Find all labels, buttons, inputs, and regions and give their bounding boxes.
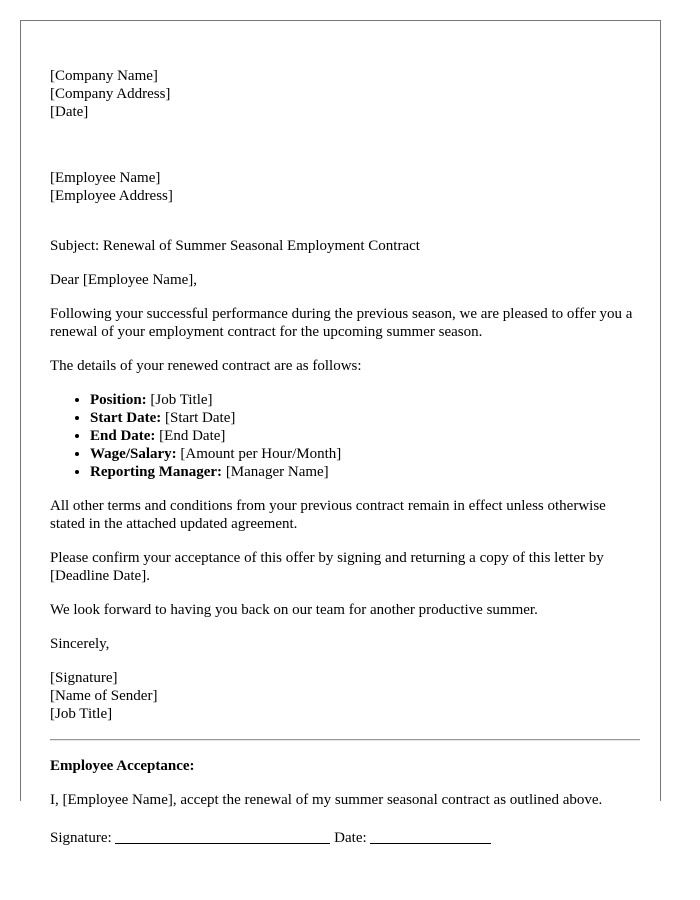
greeting: Dear [Employee Name], [50, 272, 198, 288]
details-intro: The details of your renewed contract are as follows: [50, 358, 362, 374]
letter-page [20, 20, 661, 846]
employee-address: [Employee Address] [50, 188, 173, 204]
detail-label: Wage/Salary: [90, 446, 177, 462]
subject-line: Subject: Renewal of Summer Seasonal Employment Contract [50, 238, 420, 254]
list-item [90, 409, 640, 427]
section-divider [50, 739, 640, 741]
date-label: Date: [334, 830, 367, 846]
acceptance-heading-text: Employee Acceptance: [50, 758, 195, 774]
detail-value: [Manager Name] [222, 464, 329, 480]
company-address: [Company Address] [50, 86, 171, 102]
detail-label: End Date: [90, 428, 156, 444]
detail-label: Start Date: [90, 410, 162, 426]
employee-name: [Employee Name] [50, 170, 161, 186]
closing: Sincerely, [50, 636, 110, 652]
detail-label: Position: [90, 392, 147, 408]
detail-value: [Job Title] [146, 392, 213, 408]
sender-title: [Job Title] [50, 706, 113, 722]
letter-date: [Date] [50, 104, 89, 120]
acceptance-statement: I, [Employee Name], accept the renewal of my summer seasonal contract as outlined above. [50, 792, 603, 808]
company-name: [Company Name] [50, 68, 158, 84]
signature-line[interactable] [115, 827, 330, 844]
signoff-block [50, 669, 640, 723]
signature-label: Signature: [50, 830, 112, 846]
list-item [90, 391, 640, 409]
detail-label: Reporting Manager: [90, 464, 223, 480]
acceptance-heading [50, 757, 640, 775]
intro-paragraph: Following your successful performance during the previous season, we are pleased to offer you a renewal of your employment contract for the upcoming summer season. [50, 306, 633, 340]
list-item [90, 463, 640, 481]
list-item [90, 427, 640, 445]
terms-paragraph: All other terms and conditions from your previous contract remain in effect unless otherwise stated in the attached updated agreement. [50, 498, 606, 532]
look-forward-paragraph: We look forward to having you back on our team for another productive summer. [50, 602, 538, 618]
list-item [90, 445, 640, 463]
detail-value: [Start Date] [161, 410, 236, 426]
sender-name: [Name of Sender] [50, 688, 158, 704]
date-line[interactable] [370, 827, 491, 844]
acceptance-signature-row [50, 825, 640, 847]
details-list [50, 391, 640, 481]
detail-value: [End Date] [155, 428, 226, 444]
confirm-paragraph: Please confirm your acceptance of this offer by signing and returning a copy of this letter by [Deadline Date]. [50, 550, 604, 584]
letter-content [50, 51, 640, 863]
signature-placeholder: [Signature] [50, 670, 118, 686]
detail-value: [Amount per Hour/Month] [176, 446, 342, 462]
